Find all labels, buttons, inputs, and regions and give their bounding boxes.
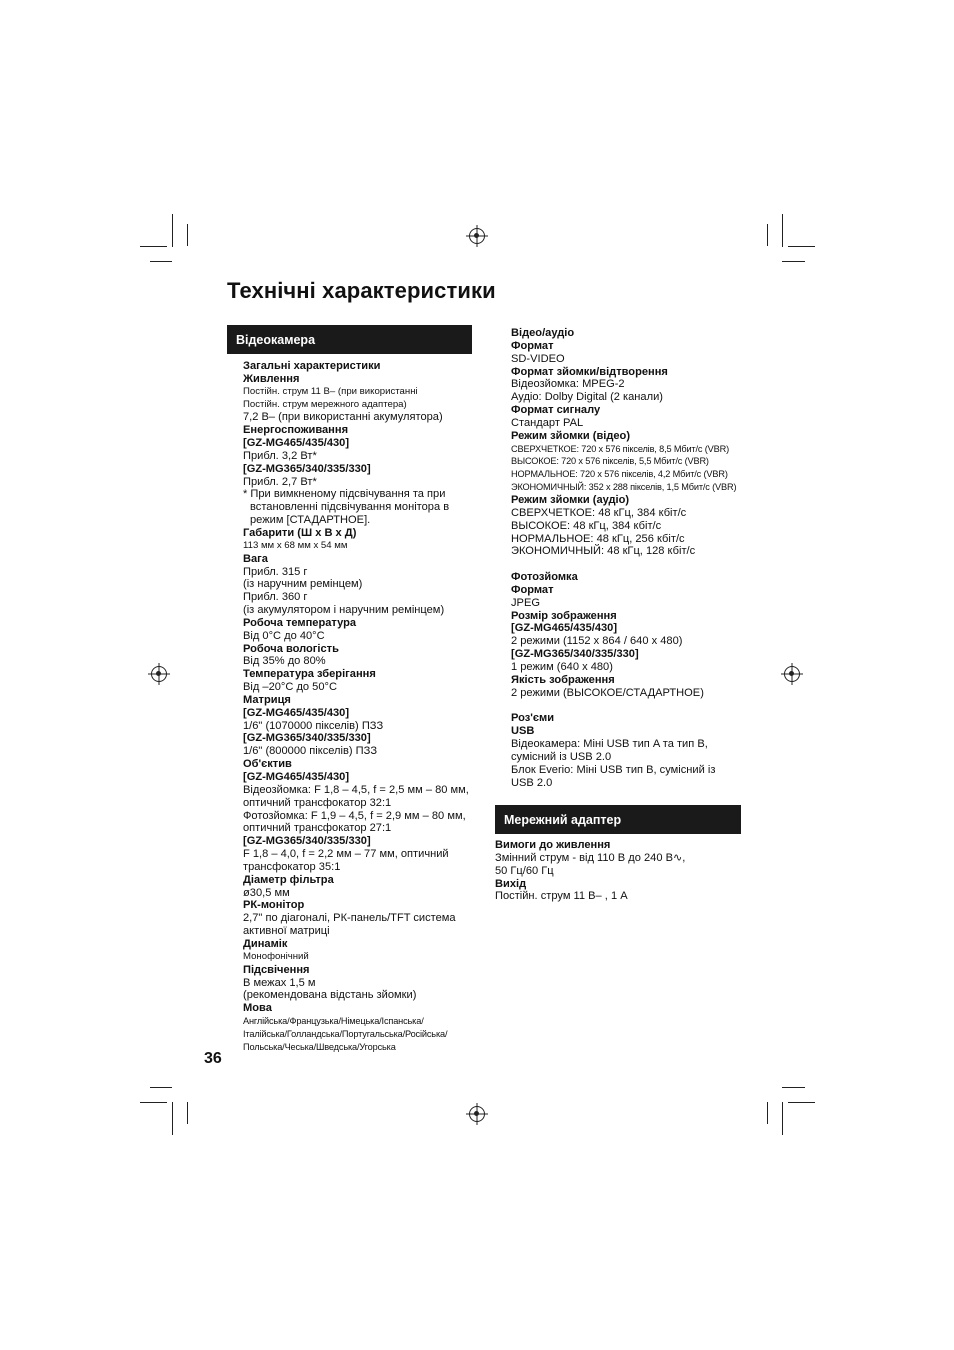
spec-heading: Живлення: [243, 372, 300, 385]
spec-line: Англійська/Французька/Німецька/Іспанська/: [243, 1016, 424, 1027]
spec-line: Відеозйомка: F 1,8 – 4,5, f = 2,5 мм – 80 мм,: [243, 783, 469, 796]
spec-heading: Формат сигналу: [511, 404, 601, 417]
spec-line: В межах 1,5 м: [243, 976, 316, 989]
section-header-label: Мережний адаптер: [504, 812, 622, 827]
spec-heading: Роз'єми: [511, 712, 555, 725]
spec-heading: Температура зберігання: [243, 668, 376, 681]
spec-line: СВЕРХЧЕТКОЕ: 720 x 576 пікселів, 8,5 Мбит/с (VBR): [511, 443, 729, 454]
spec-line: Постійн. струм 11 В– (при використанні: [243, 385, 418, 397]
spec-heading: Фотозйомка: [511, 571, 578, 584]
spec-line: встановленні підсвічування монітора в: [250, 501, 450, 514]
spec-heading: Розмір зображення: [511, 609, 617, 622]
crop-mark: [187, 224, 188, 246]
spec-line: Прибл. 315 г: [243, 565, 308, 578]
spacer: [511, 558, 751, 571]
spec-heading: Формат: [511, 339, 554, 352]
spec-line: НОРМАЛЬНОЕ: 48 кГц, 256 кбіт/с: [511, 532, 685, 545]
spec-line: ЭКОНОМИЧНЫЙ: 352 x 288 пікселів, 1,5 Мбит/с (VBR): [511, 482, 737, 493]
spec-line: JPEG: [511, 596, 540, 609]
page-title: Технічні характеристики: [227, 278, 496, 303]
spec-line: Польська/Чеська/Шведська/Угорська: [243, 1041, 396, 1052]
spec-line: F 1,8 – 4,0, f = 2,2 мм – 77 мм, оптичний: [243, 848, 449, 861]
registration-mark-icon: [469, 1106, 485, 1122]
spec-heading: [GZ-MG465/435/430]: [243, 706, 350, 719]
spec-line: 1/6" (1070000 пікселів) ПЗЗ: [243, 719, 384, 732]
spec-line: (рекомендована відстань зйомки): [243, 989, 417, 1002]
spec-heading: [GZ-MG365/340/335/330]: [243, 462, 371, 475]
crop-mark: [782, 1087, 805, 1088]
spec-line: СВЕРХЧЕТКОЕ: 48 кГц, 384 кбіт/с: [511, 506, 687, 519]
spec-line: Монофонічний: [243, 950, 309, 962]
spec-line: ВЫСОКОЕ: 48 кГц, 384 кбіт/с: [511, 519, 662, 532]
crop-mark: [140, 1102, 167, 1103]
crop-mark: [788, 246, 815, 247]
spec-line: Блок Everio: Міні USB тип B, сумісний із: [511, 763, 716, 776]
spec-line: трансфокатор 35:1: [243, 860, 341, 873]
spec-heading: Мова: [243, 1002, 272, 1015]
spec-heading: [GZ-MG365/340/335/330]: [243, 835, 371, 848]
spacer: [511, 699, 751, 712]
spec-heading: Формат: [511, 583, 554, 596]
spec-heading: Робоча вологість: [243, 642, 339, 655]
spec-heading: Матриця: [243, 693, 291, 706]
spec-line: 113 мм x 68 мм x 54 мм: [243, 539, 348, 551]
crop-mark: [150, 1087, 172, 1088]
spec-heading: Відео/аудіо: [511, 327, 575, 339]
spec-heading: РК-монітор: [243, 899, 305, 912]
page-number: 36: [204, 1050, 222, 1067]
spec-line: * При вимкненому підсвічування та при: [243, 488, 446, 501]
spec-line: оптичний трансфокатор 27:1: [243, 822, 392, 835]
section-header-camcorder: [227, 325, 472, 354]
crop-mark: [172, 214, 173, 247]
spec-line: Фотозйомка: F 1,9 – 4,5, f = 2,9 мм – 80 мм,: [243, 809, 466, 822]
spec-heading: Енергоспоживання: [243, 424, 349, 437]
spec-heading: Динамік: [243, 937, 288, 950]
spec-line: ВЫСОКОЕ: 720 x 576 пікселів, 5,5 Мбит/с (VBR): [511, 456, 709, 467]
spec-line: Змінний струм - від 110 В до 240 В∿,: [495, 851, 686, 864]
registration-mark-icon: [469, 228, 485, 244]
spec-heading: USB: [511, 725, 535, 738]
spec-line: Постійн. струм 11 В– , 1 А: [495, 890, 628, 903]
spec-line: Від 35% до 80%: [243, 655, 326, 668]
registration-mark-icon: [784, 666, 800, 682]
left-spec-column: [243, 360, 479, 1054]
spec-heading: Габарити (Ш x В x Д): [243, 526, 357, 539]
crop-mark: [140, 246, 167, 247]
spec-line: Постійн. струм мережного адаптера): [243, 398, 407, 410]
spec-line: Італійська/Голландська/Португальська/Російська/: [243, 1028, 448, 1039]
spec-heading: Вихід: [495, 877, 527, 890]
spec-line: 1 режим (640 x 480): [511, 660, 613, 673]
registration-mark-icon: [151, 666, 167, 682]
spec-line: 2,7" по діагоналі, РК-панель/TFT система: [243, 912, 456, 925]
spec-line: (із акумулятором і наручним ремінцем): [243, 604, 445, 617]
crop-mark: [172, 1102, 173, 1135]
spec-line: (із наручним ремінцем): [243, 578, 363, 591]
spec-heading: Якість зображення: [511, 673, 615, 686]
spec-line: 7,2 В– (при використанні акумулятора): [243, 411, 443, 424]
spec-line: Від –20°C до 50°C: [243, 681, 337, 694]
spec-line: ЭКОНОМИЧНЫЙ: 48 кГц, 128 кбіт/с: [511, 545, 696, 558]
spec-heading: [GZ-MG365/340/335/330]: [243, 732, 371, 745]
section-header-ac-adapter: [495, 805, 741, 834]
section-header-label: Відеокамера: [236, 332, 316, 347]
spec-heading: Робоча температура: [243, 616, 357, 629]
spec-line: активної матриці: [243, 925, 330, 938]
spec-line: 2 режими (1152 x 864 / 640 x 480): [511, 635, 683, 648]
crop-mark: [767, 1102, 768, 1124]
crop-mark: [187, 1102, 188, 1124]
spec-line: режим [СТАДАРТНОЕ].: [250, 514, 371, 527]
right-spec-column: [511, 327, 751, 789]
spec-heading: Загальні характеристики: [243, 360, 381, 372]
spec-heading: [GZ-MG465/435/430]: [243, 771, 350, 783]
spec-line: Від 0°C до 40°C: [243, 629, 325, 642]
spec-line: Прибл. 2,7 Вт*: [243, 475, 317, 488]
spec-line: Прибл. 360 г: [243, 591, 308, 604]
adapter-spec-column: [495, 839, 741, 903]
crop-mark: [150, 261, 172, 262]
spec-heading: Підсвічення: [243, 963, 310, 976]
spec-heading: Діаметр фільтра: [243, 873, 334, 886]
crop-mark: [788, 1102, 815, 1103]
spec-line: 1/6" (800000 пікселів) ПЗЗ: [243, 745, 378, 758]
spec-line: оптичний трансфокатор 32:1: [243, 796, 392, 809]
crop-mark: [782, 1102, 783, 1135]
spec-line: Прибл. 3,2 Вт*: [243, 449, 317, 462]
spec-line: НОРМАЛЬНОЕ: 720 x 576 пікселів, 4,2 Мбит/с (VBR): [511, 469, 728, 480]
crop-mark: [782, 214, 783, 247]
crop-mark: [782, 261, 805, 262]
spec-heading: Об'єктив: [243, 758, 292, 771]
spec-heading: [GZ-MG465/435/430]: [511, 622, 618, 635]
spec-line: ø30,5 мм: [243, 886, 290, 899]
spec-line: Відеокамера: Міні USB тип A та тип B,: [511, 738, 708, 750]
spec-heading: Режим зйомки (відео): [511, 429, 631, 442]
spec-line: Стандарт PAL: [511, 416, 584, 429]
spec-line: Відеозйомка: MPEG-2: [511, 378, 625, 391]
spec-heading: [GZ-MG365/340/335/330]: [511, 648, 639, 661]
spec-line: Аудіо: Dolby Digital (2 канали): [511, 391, 663, 404]
spec-line: 2 режими (ВЫСОКОЕ/СТАДАРТНОЕ): [511, 686, 704, 699]
spec-line: USB 2.0: [511, 776, 553, 789]
spec-heading: Формат зйомки/відтворення: [511, 365, 668, 378]
spec-line: SD-VIDEO: [511, 352, 565, 365]
crop-mark: [767, 224, 768, 246]
spec-heading: Режим зйомки (аудіо): [511, 493, 630, 506]
spec-line: сумісний із USB 2.0: [511, 750, 612, 763]
spec-heading: [GZ-MG465/435/430]: [243, 437, 350, 450]
spec-heading: Вага: [243, 552, 268, 565]
spec-heading: Вимоги до живлення: [495, 839, 611, 851]
spec-line: 50 Гц/60 Гц: [495, 864, 554, 877]
